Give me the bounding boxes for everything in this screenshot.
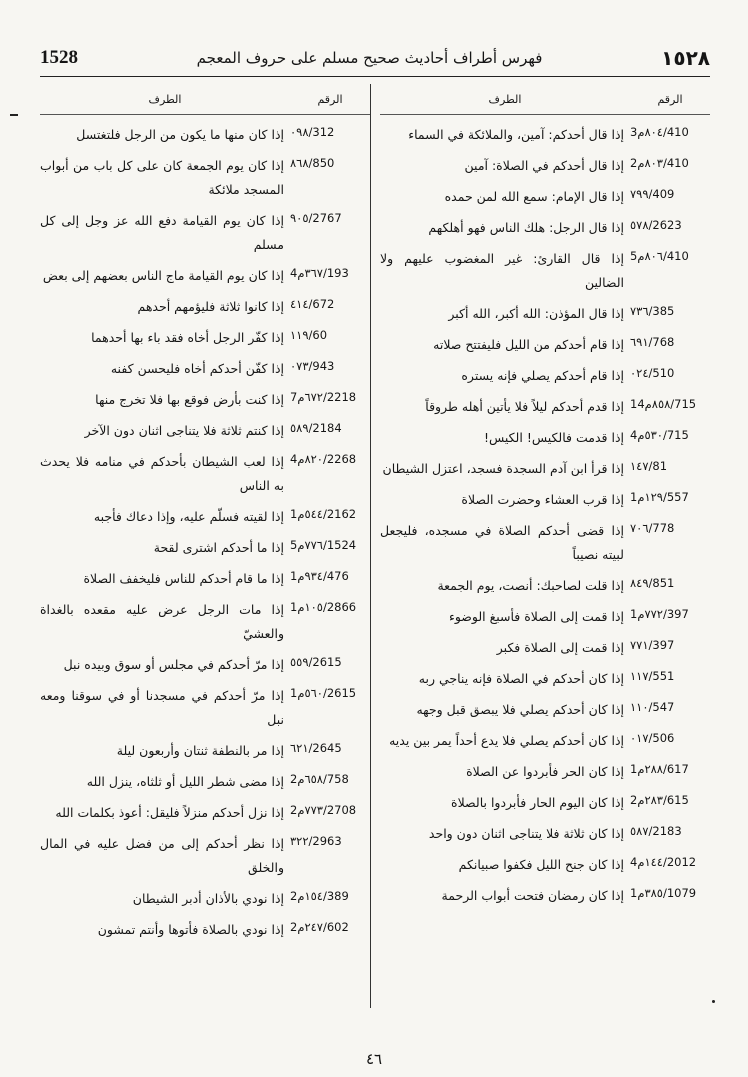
- index-column-right: [380, 84, 710, 1008]
- entry-reference: 2184/٥٨٩: [290, 421, 342, 435]
- index-entry: [380, 698, 710, 722]
- entry-term: إذا قضى أحدكم الصلاة في مسجده، فليجعل لبيته نصيباً: [380, 523, 624, 562]
- index-entry: [40, 264, 370, 288]
- entry-reference: 768/٦٩١: [630, 335, 675, 349]
- entry-term: إذا نظر أحدكم إلى من فضل عليه في المال والخلق: [40, 836, 284, 875]
- page-number-arabic: ١٥٢٨: [661, 46, 710, 70]
- entry-term: إذا قال أحدكم: آمين، والملائكة في السماء: [408, 127, 624, 142]
- index-entry: [380, 853, 710, 877]
- entry-term: إذا كان يوم الجمعة كان على كل باب من أبواب المسجد ملائكة: [40, 158, 284, 197]
- index-entry: [40, 684, 370, 732]
- entry-term: إذا قلت لصاحبك: أنصت، يوم الجمعة: [437, 578, 624, 593]
- entry-term: إذا مرّ أحدكم في مسجدنا أو في سوقنا ومعه نبل: [40, 688, 284, 727]
- index-entry: [380, 302, 710, 326]
- index-entry: [380, 216, 710, 240]
- index-entry: [40, 450, 370, 498]
- entry-reference: 60/١١٩: [290, 328, 328, 342]
- index-entry: [40, 832, 370, 880]
- index-entry: [380, 364, 710, 388]
- index-entry: [380, 519, 710, 567]
- index-entry: [380, 667, 710, 691]
- index-entry: [380, 488, 710, 512]
- index-entry: [40, 295, 370, 319]
- entry-term: إذا قال القارئ: غير المغضوب عليهم ولا الضالين: [380, 251, 624, 290]
- column-header: [40, 84, 370, 115]
- entry-reference: 1524/٧٧٦م5: [290, 538, 357, 552]
- margin-mark: [10, 114, 18, 116]
- entry-term: إذا كان اليوم الحار فأبردوا بالصلاة: [451, 795, 624, 810]
- entry-term: إذا كنتم ثلاثة فلا يتناجى اثنان دون الآخر: [84, 423, 284, 438]
- index-entry: [40, 887, 370, 911]
- entry-reference: 2645/٦٢١: [290, 741, 342, 755]
- entry-term: إذا نودي بالأذان أدبر الشيطان: [132, 891, 284, 906]
- entry-reference: 385/٧٣٦: [630, 304, 675, 318]
- entry-reference: 672/٤١٤: [290, 297, 335, 311]
- entry-term: إذا مضى شطر الليل أو ثلثاه، ينزل الله: [86, 774, 284, 789]
- entry-term: إذا مات الرجل عرض عليه مقعده بالغداة والعشيّ: [40, 602, 284, 641]
- entry-reference: 397/٧٧١: [630, 638, 675, 652]
- entry-reference: 850/٨٦٨: [290, 156, 335, 170]
- entry-term: إذا كان يوم القيامة دفع الله عز وجل إلى كل مسلم: [40, 213, 284, 252]
- entry-reference: 547/١١٠: [630, 700, 675, 714]
- entry-reference: 410/٨٠٤م3: [630, 125, 689, 139]
- term-header: الطرف: [488, 92, 522, 106]
- index-column-left: [40, 84, 370, 1008]
- entry-reference: 409/٧٩٩: [630, 187, 675, 201]
- entry-reference: 81/١٤٧: [630, 459, 668, 473]
- entry-term: إذا لعب الشيطان بأحدكم في منامه فلا يحدث به الناس: [40, 454, 284, 493]
- index-entry: [380, 154, 710, 178]
- index-entry: [40, 419, 370, 443]
- index-entry: [380, 574, 710, 598]
- entry-term: إذا كان أحدكم يصلي فلا يدع أحداً يمر بين يديه: [389, 733, 624, 748]
- index-entry: [380, 185, 710, 209]
- entry-reference: 506/٠١٧: [630, 731, 675, 745]
- entry-reference: 778/٧٠٦: [630, 521, 675, 535]
- entry-term: إذا كان أحدكم يصلي فلا يبصق قبل وجهه: [416, 702, 624, 717]
- entry-term: إذا قال أحدكم في الصلاة: آمين: [464, 158, 624, 173]
- entry-reference: 2268/٨٢٠م4: [290, 452, 357, 466]
- index-entry: [40, 918, 370, 942]
- entry-reference: 476/٩٣٤م1: [290, 569, 349, 583]
- entry-reference: 2183/٥٨٧: [630, 824, 682, 838]
- entry-term: إذا ما أحدكم اشترى لقحة: [153, 540, 284, 555]
- entry-term: إذا قال المؤذن: الله أكبر، الله أكبر: [448, 306, 624, 321]
- entry-term: إذا ما قام أحدكم للناس فليخفف الصلاة: [83, 571, 284, 586]
- entry-term: إذا كان أحدكم في الصلاة فإنه يناجي ربه: [418, 671, 624, 686]
- index-entry: [40, 326, 370, 350]
- entry-reference: 510/٠٢٤: [630, 366, 675, 380]
- entry-reference: 602/٢٤٧م2: [290, 920, 349, 934]
- index-entry: [40, 154, 370, 202]
- entry-reference: 389/١٥٤م2: [290, 889, 349, 903]
- entry-reference: 557/١٢٩م1: [630, 490, 689, 504]
- entry-reference: 551/١١٧: [630, 669, 675, 683]
- index-entry: [40, 209, 370, 257]
- index-entry: [40, 598, 370, 646]
- index-entry: [40, 770, 370, 794]
- entry-term: إذا نزل أحدكم منزلاً فليقل: أعوذ بكلمات الله: [55, 805, 284, 820]
- sheet-number: ٤٦: [365, 1050, 383, 1068]
- index-entry: [380, 605, 710, 629]
- entry-list: [380, 123, 710, 908]
- entry-reference: 2162/٥٤٤م1: [290, 507, 357, 521]
- entry-term: إذا مر بالنطفة ثنتان وأربعون ليلة: [116, 743, 284, 758]
- index-entry: [380, 333, 710, 357]
- entry-term: إذا قرأ ابن آدم السجدة فسجد، اعتزل الشيطان: [382, 461, 624, 476]
- entry-term: إذا مرّ أحدكم في مجلس أو سوق وبيده نبل: [63, 657, 284, 672]
- index-entry: [380, 457, 710, 481]
- index-entry: [40, 739, 370, 763]
- entry-term: إذا قدم أحدكم ليلاً فلا يأتين أهله طروقاً: [425, 399, 624, 414]
- entry-reference: 617/٢٨٨م1: [630, 762, 689, 776]
- entry-term: إذا قرب العشاء وحضرت الصلاة: [461, 492, 624, 507]
- number-header: الرقم: [657, 92, 683, 106]
- entry-term: إذا قمت إلى الصلاة فأسبغ الوضوء: [448, 609, 624, 624]
- page-number-latin: 1528: [40, 47, 78, 68]
- entry-reference: 758/٦٥٨م2: [290, 772, 349, 786]
- entry-term: إذا كان منها ما يكون من الرجل فلتغتسل: [76, 127, 284, 142]
- entry-term: إذا كان يوم القيامة ماج الناس بعضهم إلى بعض: [42, 268, 284, 283]
- index-entry: [40, 357, 370, 381]
- index-entry: [40, 388, 370, 412]
- entry-reference: 312/٠٩٨: [290, 125, 335, 139]
- index-entry: [380, 822, 710, 846]
- column-header: [380, 84, 710, 115]
- index-entry: [40, 505, 370, 529]
- entry-reference: 397/٧٧٢م1: [630, 607, 689, 621]
- index-entry: [380, 760, 710, 784]
- index-entry: [40, 123, 370, 147]
- index-entry: [40, 653, 370, 677]
- entry-term: إذا كفّر الرجل أخاه فقد باء بها أحدهما: [91, 330, 284, 345]
- index-entry: [40, 567, 370, 591]
- column-divider: [370, 84, 371, 1008]
- index-entry: [380, 729, 710, 753]
- entry-reference: 193/٣٦٧م4: [290, 266, 349, 280]
- entry-term: إذا قال الرجل: هلك الناس فهو أهلكهم: [428, 220, 624, 235]
- entry-term: إذا قال الإمام: سمع الله لمن حمده: [444, 189, 624, 204]
- index-entry: [380, 395, 710, 419]
- entry-reference: 2767/٩٠٥: [290, 211, 342, 225]
- margin-mark: [712, 1000, 715, 1003]
- entry-term: إذا كنت بأرض فوقع بها فلا تخرج منها: [95, 392, 284, 407]
- index-entry: [40, 536, 370, 560]
- term-header: الطرف: [148, 92, 182, 106]
- entry-reference: 851/٨٤٩: [630, 576, 675, 590]
- entry-term: إذا كان جنح الليل فكفوا صبيانكم: [458, 857, 624, 872]
- index-entry: [380, 636, 710, 660]
- entry-term: إذا قمت إلى الصلاة فكبر: [496, 640, 624, 655]
- number-header: الرقم: [317, 92, 343, 106]
- entry-reference: 410/٨٠٦م5: [630, 249, 689, 263]
- index-entry: [380, 791, 710, 815]
- entry-term: إذا كانوا ثلاثة فليؤمهم أحدهم: [137, 299, 284, 314]
- entry-reference: 2615/٥٥٩: [290, 655, 342, 669]
- entry-reference: 2708/٧٧٣م2: [290, 803, 357, 817]
- index-entry: [380, 426, 710, 450]
- entry-reference: 2012/١٤٤م4: [630, 855, 697, 869]
- index-entry: [380, 247, 710, 295]
- entry-term: إذا قام أحدكم يصلي فإنه يستره: [461, 368, 624, 383]
- entry-term: إذا لقيته فسلّم عليه، وإذا دعاك فأجبه: [93, 509, 284, 524]
- entry-reference: 2963/٣٢٢: [290, 834, 342, 848]
- entry-reference: 615/٢٨٣م2: [630, 793, 689, 807]
- entry-term: إذا كان ثلاثة فلا يتناجى اثنان دون واحد: [428, 826, 624, 841]
- entry-term: إذا كان رمضان فتحت أبواب الرحمة: [441, 888, 624, 903]
- entry-term: إذا قام أحدكم من الليل فليفتتح صلاته: [433, 337, 624, 352]
- index-entry: [380, 884, 710, 908]
- entry-reference: 2615/٥٦٠م1: [290, 686, 357, 700]
- entry-reference: 715/٨٥٨م14: [630, 397, 697, 411]
- entry-reference: 2866/١٠٥م1: [290, 600, 357, 614]
- page-title: فهرس أطراف أحاديث صحيح مسلم على حروف المعجم: [196, 49, 543, 67]
- entry-term: إذا كان الحر فأبردوا عن الصلاة: [466, 764, 624, 779]
- entry-term: إذا كفّن أحدكم أخاه فليحسن كفنه: [110, 361, 284, 376]
- entry-reference: 943/٠٧٣: [290, 359, 335, 373]
- page-header: [40, 40, 710, 77]
- entry-term: إذا نودي بالصلاة فأتوها وأنتم تمشون: [97, 922, 284, 937]
- index-entry: [40, 801, 370, 825]
- entry-reference: 715/٥٣٠م4: [630, 428, 689, 442]
- entry-reference: 410/٨٠٣م2: [630, 156, 689, 170]
- entry-reference: 2623/٥٧٨: [630, 218, 682, 232]
- index-entry: [380, 123, 710, 147]
- entry-term: إذا قدمت فالكيس! الكيس!: [483, 430, 624, 445]
- entry-reference: 1079/٣٨٥م1: [630, 886, 697, 900]
- entry-reference: 2218/٦٧٢م7: [290, 390, 357, 404]
- entry-list: [40, 123, 370, 942]
